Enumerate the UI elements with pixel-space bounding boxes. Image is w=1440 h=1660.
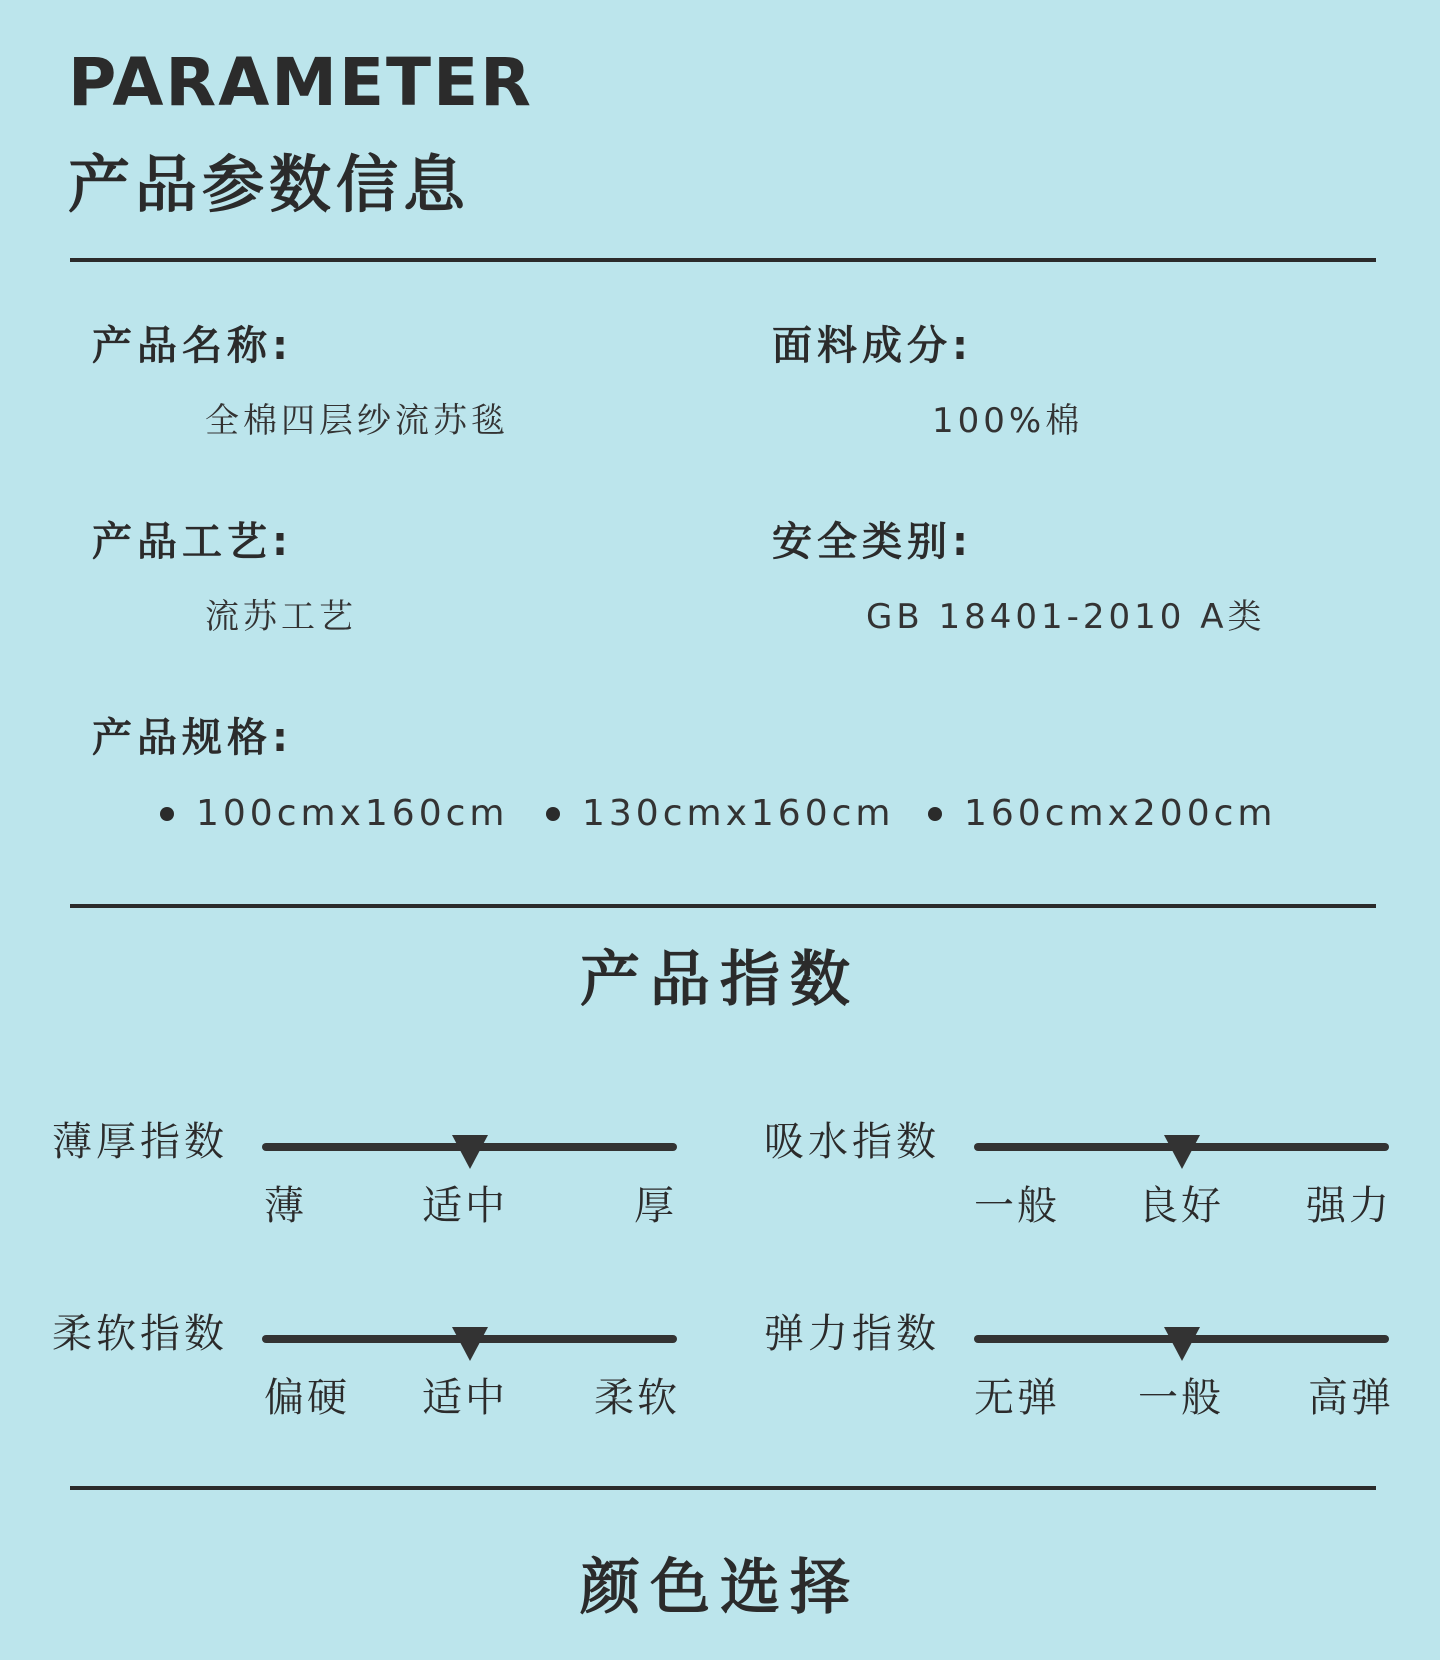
divider-bottom (70, 1486, 1376, 1490)
scale-tick-low: 无弹 (974, 1375, 1060, 1421)
color-section-title: 颜色选择 (580, 1553, 860, 1623)
spec-label: 产品规格: (92, 715, 293, 761)
scale-tick-mid: 一般 (1138, 1375, 1224, 1421)
craft-label: 产品工艺: (92, 519, 293, 565)
product-name-label: 产品名称: (92, 323, 293, 369)
title-chinese: 产品参数信息 (68, 148, 471, 221)
elasticity-scale (974, 1321, 1389, 1381)
fabric-label: 面料成分: (772, 323, 973, 369)
scale-marker-icon (1164, 1135, 1200, 1169)
elasticity-index-label: 弹力指数 (764, 1311, 940, 1357)
product-name-value: 全棉四层纱流苏毯 (205, 401, 509, 441)
scale-tick-low: 一般 (974, 1183, 1060, 1229)
safety-label: 安全类别: (772, 519, 973, 565)
spec-value: 100cmx160cm (196, 793, 509, 834)
thickness-scale (262, 1129, 677, 1189)
spec-value: 160cmx200cm (964, 793, 1277, 834)
divider-middle (70, 904, 1376, 908)
scale-tick-low: 偏硬 (264, 1375, 350, 1421)
scale-tick-mid: 良好 (1138, 1183, 1224, 1229)
softness-scale (262, 1321, 677, 1381)
absorbency-scale (974, 1129, 1389, 1189)
scale-tick-high: 高弹 (1308, 1375, 1394, 1421)
scale-marker-icon (452, 1327, 488, 1361)
scale-tick-high: 柔软 (594, 1375, 680, 1421)
spec-value: 130cmx160cm (582, 793, 895, 834)
divider-top (70, 258, 1376, 262)
bullet-icon (546, 807, 560, 821)
craft-value: 流苏工艺 (205, 597, 357, 637)
spec-item (928, 793, 1277, 834)
scale-tick-high: 强力 (1306, 1183, 1392, 1229)
absorbency-index-label: 吸水指数 (764, 1119, 940, 1165)
scale-tick-high: 厚 (634, 1183, 677, 1229)
indices-section-title: 产品指数 (580, 945, 860, 1015)
thickness-index-label: 薄厚指数 (52, 1119, 228, 1165)
fabric-value: 100%棉 (932, 401, 1084, 441)
scale-tick-mid: 适中 (422, 1183, 508, 1229)
bullet-icon (928, 807, 942, 821)
scale-tick-mid: 适中 (422, 1375, 508, 1421)
spec-item (546, 793, 895, 834)
spec-item (160, 793, 509, 834)
softness-index-label: 柔软指数 (52, 1311, 228, 1357)
title-english: PARAMETER (68, 44, 533, 121)
safety-value: GB 18401-2010 A类 (866, 597, 1266, 637)
scale-marker-icon (452, 1135, 488, 1169)
scale-tick-low: 薄 (264, 1183, 307, 1229)
scale-marker-icon (1164, 1327, 1200, 1361)
bullet-icon (160, 807, 174, 821)
